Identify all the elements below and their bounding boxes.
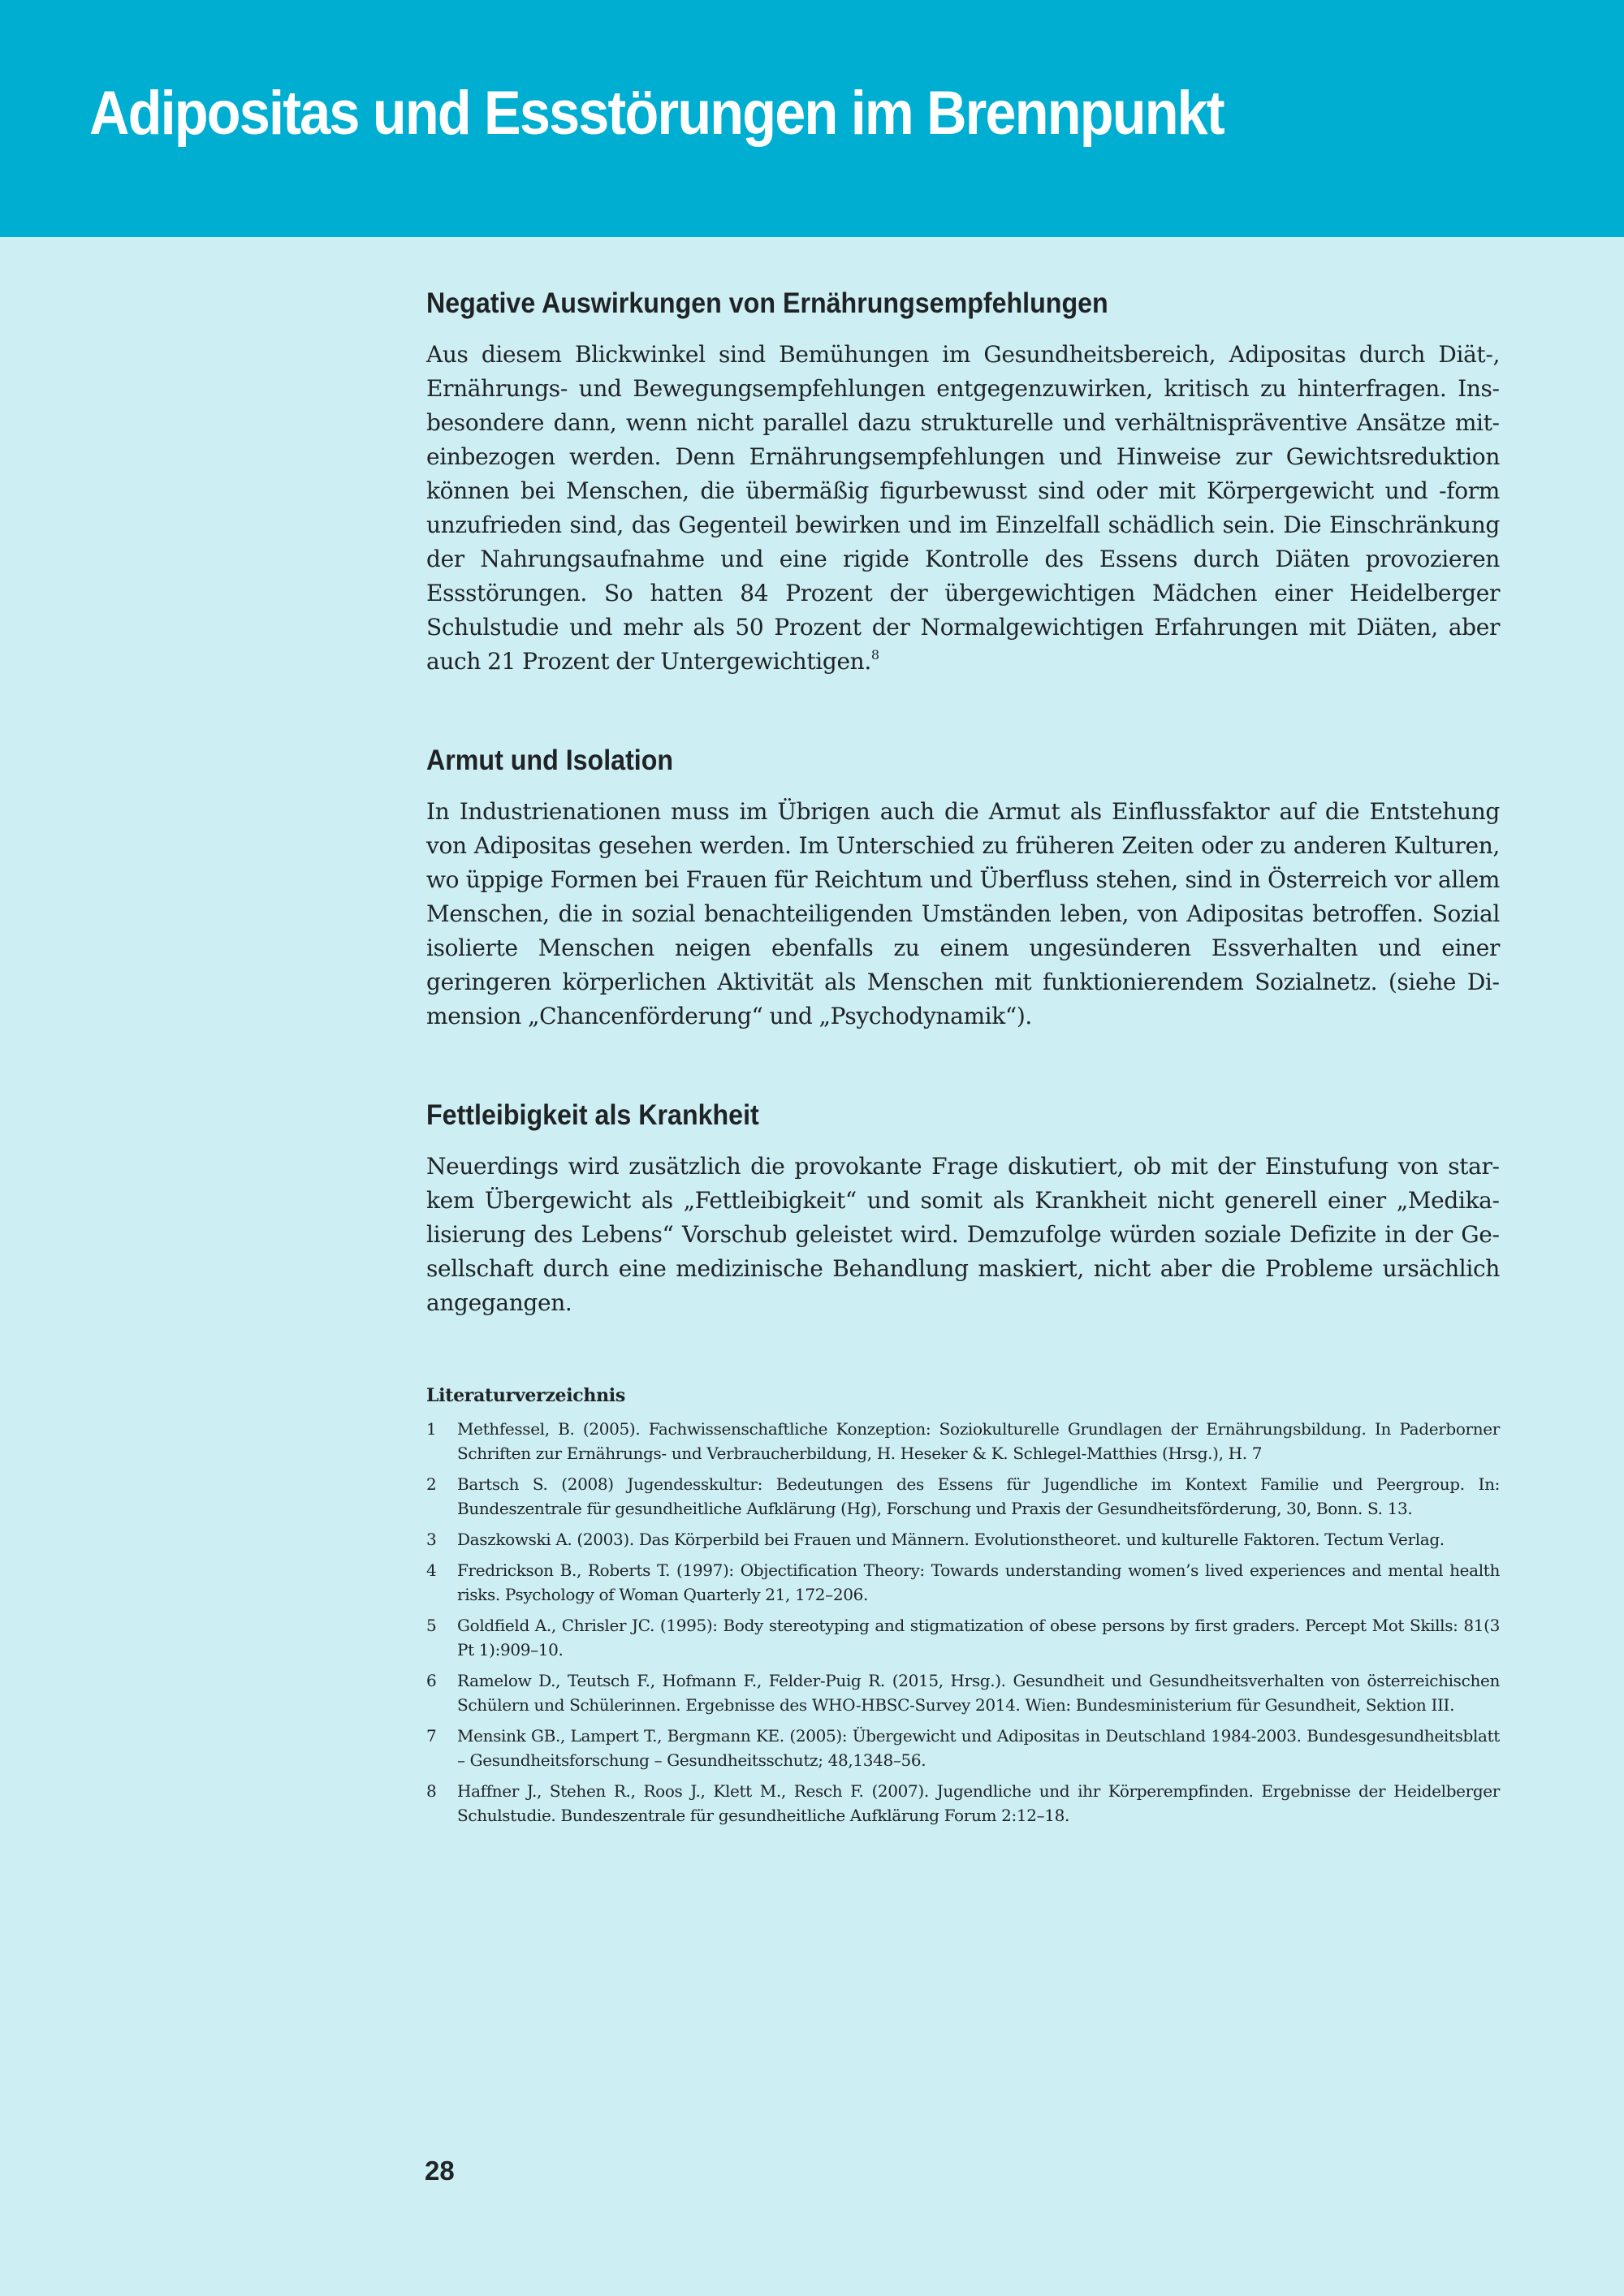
reference-text: Goldfield A., Chrisler JC. (1995): Body stereotyping and stigmatization of obese persons by first graders. Percept Mot Skills: 81(3 Pt 1):909–10. xyxy=(457,1616,1500,1659)
reference-text: Daszkowski A. (2003). Das Körperbild bei Frauen und Männern. Evolutionstheoret. und kulturelle Faktoren. Tectum Verlag. xyxy=(457,1530,1445,1549)
references xyxy=(426,1383,1500,1828)
section-heading: Fettleibigkeit als Krankheit xyxy=(426,1099,759,1131)
reference-text: Mensink GB., Lampert T., Bergmann KE. (2005): Übergewicht und Adipositas in Deutschland 1984-2003. Bundesgesundheitsblatt – Gesundheitsforschung – Gesundheitsschutz; 48,1348–56. xyxy=(457,1726,1500,1770)
section-poverty-isolation xyxy=(426,741,1500,1034)
reference-item xyxy=(426,1527,1500,1552)
section-negative-effects xyxy=(426,284,1500,679)
reference-list xyxy=(426,1417,1500,1828)
reference-number: 3 xyxy=(426,1530,437,1549)
section-heading: Negative Auswirkungen von Ernährungsempfehlungen xyxy=(426,287,1108,319)
reference-item xyxy=(426,1724,1500,1772)
references-heading: Literaturverzeichnis xyxy=(426,1385,625,1406)
page-title: Adipositas und Essstörungen im Brennpunkt xyxy=(89,79,1224,148)
reference-text: Haffner J., Stehen R., Roos J., Klett M., Resch F. (2007). Jugendliche und ihr Körperempfinden. Ergebnisse der Heidelberger Schulstudie. Bundeszentrale für gesundheitliche Aufklärung Forum 2:12–18. xyxy=(457,1781,1500,1825)
reference-text: Fredrickson B., Roberts T. (1997): Objectification Theory: Towards understanding women’s lived experiences and mental health risks. Psychology of Woman Quarterly 21, 172–206. xyxy=(457,1560,1500,1604)
header-banner xyxy=(0,0,1624,237)
reference-number: 8 xyxy=(426,1781,437,1801)
footnote-marker: 8 xyxy=(870,647,879,662)
reference-text: Methfessel, B. (2005). Fachwissenschaftliche Konzeption: Soziokulturelle Grundlagen der Ernährungsbildung. In Paderborner Schriften zur Ernährungs- und Verbraucherbildung, H. Heseker & K. Schlegel-Matthies (Hrsg.), H. 7 xyxy=(457,1419,1500,1463)
reference-item xyxy=(426,1779,1500,1828)
reference-number: 2 xyxy=(426,1474,437,1494)
paragraph-text: In Industrienationen muss im Übrigen auch die Armut als Einflussfaktor auf die Entstehung von Adipositas gesehen werden. Im Unterschied zu früheren Zeiten oder zu anderen Kulturen, wo üppige Formen bei Frauen für Reichtum und Überfluss stehen, sind in Österreich vor allem Menschen, die in sozial benachteiligenden Umständen leben, von Adipositas betroffen. Sozial isolierte Menschen neigen ebenfalls zu einem ungesünderen Essverhalten und einer geringeren körperlichen Aktivität als Menschen mit funktionierendem Sozialnetz. (siehe Dimension „Chancenförderung“ und „Psychodynamik“). xyxy=(426,798,1500,1029)
main-content xyxy=(426,284,1500,1834)
reference-text: Ramelow D., Teutsch F., Hofmann F., Felder-Puig R. (2015, Hrsg.). Gesundheit und Gesundheitsverhalten von österreichischen Schülern und Schülerinnen. Ergebnisse des WHO-HBSC-Survey 2014. Wien: Bundesministerium für Gesundheit, Sektion III. xyxy=(457,1671,1500,1715)
section-obesity-disease xyxy=(426,1096,1500,1320)
page-number: 28 xyxy=(425,2156,455,2186)
reference-item xyxy=(426,1558,1500,1607)
reference-item xyxy=(426,1668,1500,1717)
reference-text: Bartsch S. (2008) Jugendesskultur: Bedeutungen des Essens für Jugendliche im Kontext Familie und Peergroup. In: Bundeszentrale für gesundheitliche Aufklärung (Hg), Forschung und Praxis der Gesundheitsförderung, 30, Bonn. S. 13. xyxy=(457,1474,1500,1518)
section-paragraph xyxy=(426,338,1500,679)
reference-number: 6 xyxy=(426,1671,437,1690)
reference-number: 4 xyxy=(426,1560,437,1580)
reference-number: 1 xyxy=(426,1419,437,1439)
reference-number: 7 xyxy=(426,1726,437,1746)
reference-number: 5 xyxy=(426,1616,437,1635)
paragraph-text: Aus diesem Blickwinkel sind Bemühungen im Gesundheitsbereich, Adipositas durch Diät-, Ernährungs- und Bewegungsempfehlungen entgegenzuwirken, kritisch zu hinterfragen. Insbesondere dann, wenn nicht parallel dazu strukturelle und verhältnispräventive Ansätze miteinbezogen werden. Denn Ernährungsempfehlungen und Hinweise zur Gewichtsreduktion können bei Menschen, die übermäßig figurbewusst sind oder mit Körpergewicht und -form unzufrieden sind, das Gegenteil bewirken und im Einzelfall schädlich sein. Die Einschränkung der Nahrungsaufnahme und eine rigide Kontrolle des Essens durch Diäten provozieren Essstörungen. So hatten 84 Prozent der übergewichtigen Mädchen einer Heidelberger Schulstudie und mehr als 50 Prozent der Normalgewichtigen Erfahrungen mit Diäten, aber auch 21 Prozent der Untergewichtigen. xyxy=(426,341,1500,675)
reference-item xyxy=(426,1417,1500,1465)
section-paragraph xyxy=(426,1150,1500,1320)
reference-item xyxy=(426,1613,1500,1662)
section-paragraph xyxy=(426,795,1500,1034)
reference-item xyxy=(426,1472,1500,1521)
section-heading: Armut und Isolation xyxy=(426,744,674,776)
paragraph-text: Neuerdings wird zusätzlich die provokante Frage diskutiert, ob mit der Einstufung von starkem Übergewicht als „Fettleibigkeit“ und somit als Krankheit nicht generell einer „Medikalisierung des Lebens“ Vorschub geleistet wird. Demzufolge würden soziale Defizite in der Gesellschaft durch eine medizinische Behandlung maskiert, nicht aber die Probleme ursächlich angegangen. xyxy=(426,1153,1500,1316)
